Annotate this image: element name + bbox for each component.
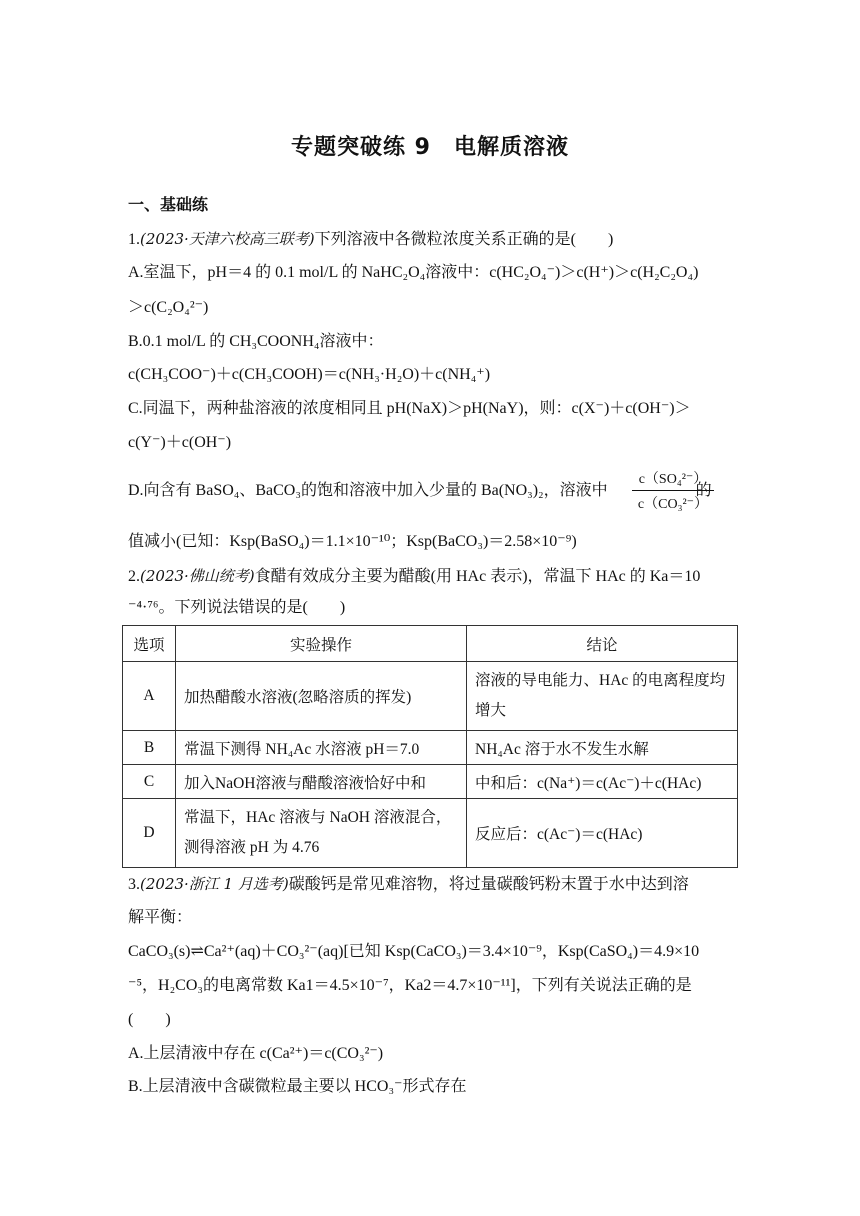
table-header-row bbox=[123, 626, 738, 662]
q1-option-a-line2: ＞c(C₂O₄²⁻) bbox=[128, 299, 209, 316]
row-conclusion: 溶液的导电能力、HAc 的电离程度均增大 bbox=[467, 662, 738, 731]
q3-option-a: A.上层清液中存在 c(Ca²⁺)＝c(CO₃²⁻) bbox=[128, 1045, 384, 1062]
q3-source: (2023·浙江 1 月选考) bbox=[140, 875, 289, 893]
q1-option-d-suffix: 的 bbox=[695, 482, 712, 499]
q1-option-c-line2: c(Y⁻)＋c(OH⁻) bbox=[128, 434, 232, 451]
q1-stem bbox=[128, 229, 613, 250]
header-option: 选项 bbox=[123, 626, 176, 662]
row-operation: 加热醋酸水溶液(忽略溶质的挥发) bbox=[176, 662, 467, 731]
table-row bbox=[123, 799, 738, 868]
q2-number: 2. bbox=[128, 568, 140, 585]
q3-option-b: B.上层清液中含碳微粒最主要以 HCO₃⁻形式存在 bbox=[128, 1078, 467, 1095]
table-row bbox=[123, 662, 738, 731]
table-row bbox=[123, 765, 738, 799]
q3-stem-text: 碳酸钙是常见难溶物，将过量碳酸钙粉末置于水中达到溶 bbox=[288, 876, 689, 893]
q1-option-b-line2: c(CH₃COO⁻)＋c(CH₃COOH)＝c(NH₃·H₂O)＋c(NH₄⁺) bbox=[128, 366, 491, 383]
q3-stem-line2: 解平衡： bbox=[128, 909, 193, 926]
q1-option-c-line1: C.同温下，两种盐溶液的浓度相同且 pH(NaX)＞pH(NaY)，则：c(X⁻)＋c(OH⁻)＞ bbox=[128, 400, 691, 417]
row-option: C bbox=[123, 765, 176, 799]
q1-option-d-line1 bbox=[128, 481, 712, 501]
q1-option-b-line1: B.0.1 mol/L 的 CH₃COONH₄溶液中： bbox=[128, 333, 384, 350]
page-title: 专题突破练 9 电解质溶液 bbox=[291, 135, 569, 160]
q1-number: 1. bbox=[128, 231, 140, 248]
q2-table bbox=[122, 625, 738, 868]
ratio-fraction bbox=[632, 468, 714, 513]
q1-option-d-line2: 值减小(已知：Ksp(BaSO₄)＝1.1×10⁻¹⁰；Ksp(BaCO₃)＝2.58×10⁻⁹) bbox=[128, 533, 577, 550]
q1-source: (2023·天津六校高三联考) bbox=[140, 230, 315, 248]
row-option: A bbox=[123, 662, 176, 731]
section-heading: 一、基础练 bbox=[128, 195, 209, 214]
row-operation: 常温下测得 NH₄Ac 水溶液 pH＝7.0 bbox=[176, 731, 467, 765]
row-option: D bbox=[123, 799, 176, 868]
fraction-denominator: c（CO₃²⁻） bbox=[637, 497, 709, 512]
q3-stem bbox=[128, 874, 689, 895]
q2-stem-line2: ⁻⁴·⁷⁶。下列说法错误的是( ) bbox=[128, 599, 346, 616]
row-operation: 常温下，HAc 溶液与 NaOH 溶液混合，测得溶液 pH 为 4.76 bbox=[176, 799, 467, 868]
fraction-numerator: c（SO₄²⁻） bbox=[632, 468, 714, 491]
table-row bbox=[123, 731, 738, 765]
row-conclusion: 反应后：c(Ac⁻)＝c(HAc) bbox=[467, 799, 738, 868]
header-operation: 实验操作 bbox=[176, 626, 467, 662]
q2-source: (2023·佛山统考) bbox=[140, 567, 255, 585]
q3-stem-line4: ⁻⁵，H₂CO₃的电离常数 Ka1＝4.5×10⁻⁷，Ka2＝4.7×10⁻¹¹]，下列有关说法正确的是 bbox=[128, 977, 692, 994]
header-conclusion: 结论 bbox=[467, 626, 738, 662]
q3-stem-line3: CaCO₃(s)⇌Ca²⁺(aq)＋CO₃²⁻(aq)[已知 Ksp(CaCO₃)＝3.4×10⁻⁹，Ksp(CaSO₄)＝4.9×10 bbox=[128, 943, 700, 960]
q2-stem-text: 食醋有效成分主要为醋酸(用 HAc 表示)，常温下 HAc 的 Ka＝10 bbox=[254, 568, 701, 585]
q1-option-d-text: D.向含有 BaSO₄、BaCO₃的饱和溶液中加入少量的 Ba(NO₃)₂，溶液中 bbox=[128, 482, 608, 499]
q1-stem-text: 下列溶液中各微粒浓度关系正确的是( ) bbox=[314, 231, 614, 248]
q2-stem bbox=[128, 566, 700, 587]
row-conclusion: 中和后：c(Na⁺)＝c(Ac⁻)＋c(HAc) bbox=[467, 765, 738, 799]
q3-number: 3. bbox=[128, 876, 140, 893]
q3-stem-line5: ( ) bbox=[128, 1011, 171, 1028]
row-operation: 加入NaOH溶液与醋酸溶液恰好中和 bbox=[176, 765, 467, 799]
row-conclusion: NH₄Ac 溶于水不发生水解 bbox=[467, 731, 738, 765]
q1-option-a-line1: A.室温下，pH＝4 的 0.1 mol/L 的 NaHC₂O₄溶液中：c(HC₂O₄⁻)＞c(H⁺)＞c(H₂C₂O₄) bbox=[128, 264, 699, 281]
row-option: B bbox=[123, 731, 176, 765]
